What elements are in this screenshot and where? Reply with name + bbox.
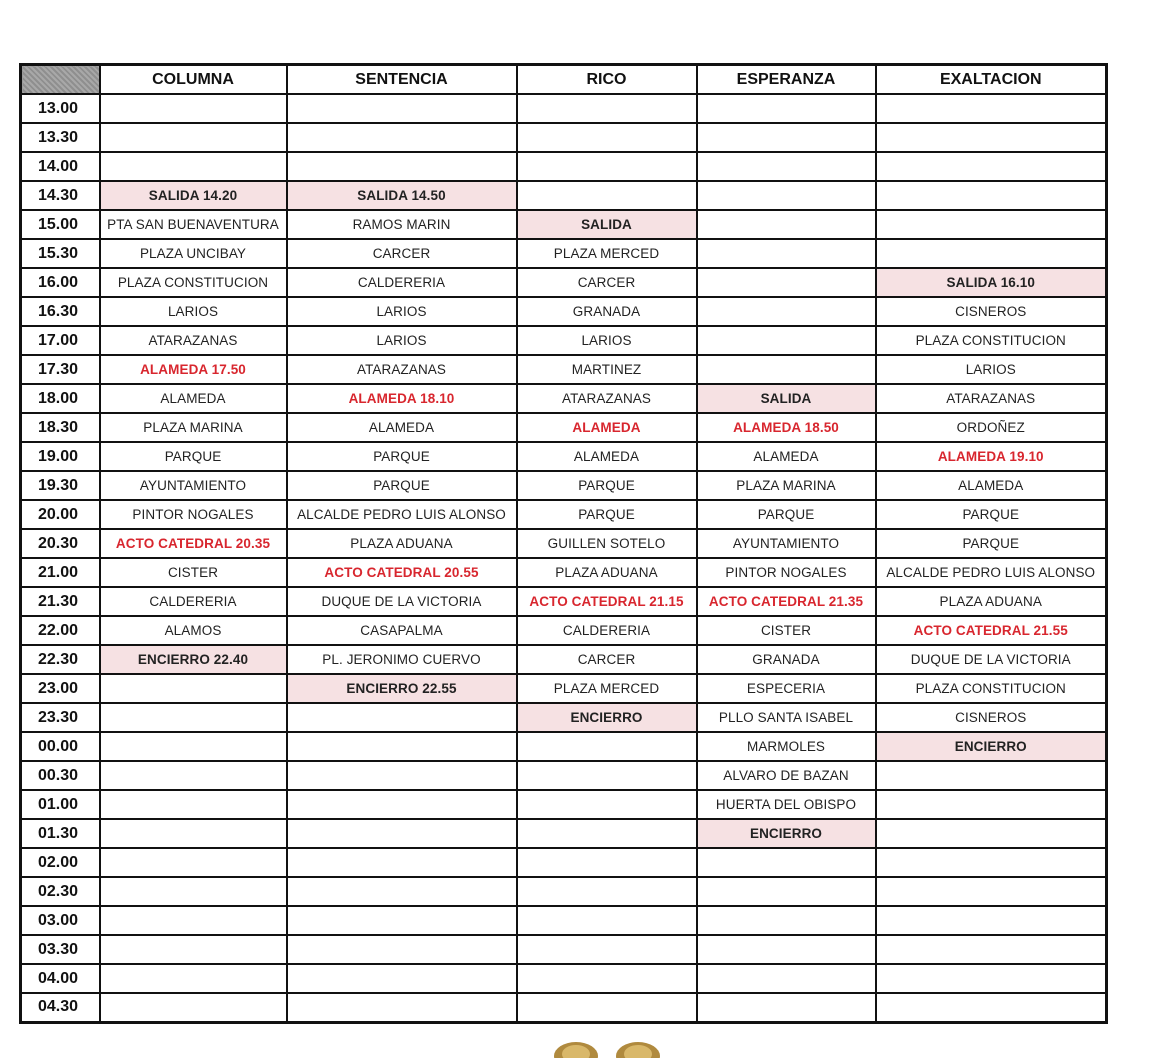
time-slot-label: 22.00 — [21, 616, 100, 645]
schedule-cell-exaltacion — [876, 935, 1107, 964]
schedule-cell-esperanza: GRANADA — [697, 645, 876, 674]
schedule-cell-rico — [517, 123, 697, 152]
schedule-cell-columna — [100, 761, 287, 790]
schedule-cell-sentencia — [287, 906, 517, 935]
schedule-cell-columna: CALDERERIA — [100, 587, 287, 616]
schedule-row — [21, 442, 1107, 471]
schedule-cell-columna: CISTER — [100, 558, 287, 587]
schedule-cell-rico — [517, 94, 697, 123]
schedule-cell-esperanza — [697, 94, 876, 123]
schedule-cell-columna: AYUNTAMIENTO — [100, 471, 287, 500]
schedule-cell-exaltacion — [876, 94, 1107, 123]
schedule-cell-esperanza — [697, 210, 876, 239]
time-slot-label: 18.30 — [21, 413, 100, 442]
schedule-cell-columna — [100, 935, 287, 964]
schedule-cell-esperanza: PLAZA MARINA — [697, 471, 876, 500]
schedule-cell-sentencia — [287, 703, 517, 732]
time-slot-label: 14.00 — [21, 152, 100, 181]
schedule-cell-exaltacion — [876, 877, 1107, 906]
schedule-row — [21, 94, 1107, 123]
schedule-row — [21, 181, 1107, 210]
schedule-cell-rico — [517, 790, 697, 819]
time-slot-label: 16.30 — [21, 297, 100, 326]
schedule-row — [21, 268, 1107, 297]
schedule-cell-sentencia: LARIOS — [287, 297, 517, 326]
schedule-cell-sentencia — [287, 935, 517, 964]
time-slot-label: 20.00 — [21, 500, 100, 529]
schedule-cell-esperanza: HUERTA DEL OBISPO — [697, 790, 876, 819]
schedule-row — [21, 326, 1107, 355]
schedule-row — [21, 384, 1107, 413]
schedule-cell-exaltacion — [876, 152, 1107, 181]
procession-schedule-table — [19, 63, 1108, 1024]
schedule-row — [21, 355, 1107, 384]
schedule-cell-exaltacion: ENCIERRO — [876, 732, 1107, 761]
schedule-cell-columna: PLAZA MARINA — [100, 413, 287, 442]
schedule-cell-sentencia — [287, 123, 517, 152]
schedule-cell-sentencia: PARQUE — [287, 442, 517, 471]
schedule-cell-columna — [100, 790, 287, 819]
time-slot-label: 00.30 — [21, 761, 100, 790]
schedule-cell-sentencia: ENCIERRO 22.55 — [287, 674, 517, 703]
schedule-cell-esperanza — [697, 297, 876, 326]
time-slot-label: 03.00 — [21, 906, 100, 935]
schedule-row — [21, 152, 1107, 181]
schedule-cell-esperanza — [697, 239, 876, 268]
schedule-row — [21, 471, 1107, 500]
schedule-cell-columna: PINTOR NOGALES — [100, 500, 287, 529]
time-slot-label: 02.30 — [21, 877, 100, 906]
time-slot-label: 23.30 — [21, 703, 100, 732]
schedule-cell-columna — [100, 152, 287, 181]
time-slot-label: 23.00 — [21, 674, 100, 703]
time-slot-label: 17.00 — [21, 326, 100, 355]
schedule-cell-rico — [517, 877, 697, 906]
schedule-cell-exaltacion — [876, 819, 1107, 848]
schedule-cell-exaltacion — [876, 964, 1107, 993]
time-slot-label: 01.30 — [21, 819, 100, 848]
schedule-row — [21, 935, 1107, 964]
time-slot-label: 19.30 — [21, 471, 100, 500]
schedule-cell-rico: PLAZA ADUANA — [517, 558, 697, 587]
schedule-cell-esperanza: PINTOR NOGALES — [697, 558, 876, 587]
schedule-cell-esperanza — [697, 993, 876, 1022]
schedule-cell-columna: ALAMEDA — [100, 384, 287, 413]
time-slot-label: 04.30 — [21, 993, 100, 1022]
schedule-cell-rico — [517, 181, 697, 210]
schedule-cell-rico — [517, 152, 697, 181]
schedule-cell-sentencia: ALAMEDA — [287, 413, 517, 442]
schedule-cell-sentencia: CALDERERIA — [287, 268, 517, 297]
schedule-cell-rico: PARQUE — [517, 500, 697, 529]
schedule-cell-exaltacion: ATARAZANAS — [876, 384, 1107, 413]
schedule-cell-columna — [100, 877, 287, 906]
schedule-cell-rico: CALDERERIA — [517, 616, 697, 645]
schedule-cell-columna: PTA SAN BUENAVENTURA — [100, 210, 287, 239]
time-slot-label: 02.00 — [21, 848, 100, 877]
schedule-cell-sentencia — [287, 152, 517, 181]
schedule-cell-esperanza: ESPECERIA — [697, 674, 876, 703]
schedule-cell-esperanza: AYUNTAMIENTO — [697, 529, 876, 558]
schedule-row — [21, 819, 1107, 848]
time-slot-label: 14.30 — [21, 181, 100, 210]
schedule-cell-esperanza: ACTO CATEDRAL 21.35 — [697, 587, 876, 616]
time-slot-label: 22.30 — [21, 645, 100, 674]
schedule-cell-esperanza — [697, 123, 876, 152]
schedule-row — [21, 761, 1107, 790]
schedule-row — [21, 587, 1107, 616]
schedule-cell-esperanza — [697, 355, 876, 384]
schedule-cell-rico — [517, 848, 697, 877]
schedule-cell-columna: PARQUE — [100, 442, 287, 471]
schedule-cell-columna: PLAZA UNCIBAY — [100, 239, 287, 268]
schedule-cell-columna — [100, 848, 287, 877]
time-slot-label: 15.00 — [21, 210, 100, 239]
schedule-cell-columna: ALAMOS — [100, 616, 287, 645]
schedule-row — [21, 674, 1107, 703]
schedule-cell-esperanza: PARQUE — [697, 500, 876, 529]
schedule-cell-esperanza: ALVARO DE BAZAN — [697, 761, 876, 790]
schedule-cell-rico: ATARAZANAS — [517, 384, 697, 413]
header-row — [21, 65, 1107, 95]
schedule-cell-exaltacion: LARIOS — [876, 355, 1107, 384]
time-slot-label: 15.30 — [21, 239, 100, 268]
schedule-cell-rico — [517, 993, 697, 1022]
schedule-cell-exaltacion — [876, 123, 1107, 152]
schedule-cell-esperanza — [697, 964, 876, 993]
schedule-cell-esperanza — [697, 326, 876, 355]
schedule-cell-columna: SALIDA 14.20 — [100, 181, 287, 210]
schedule-cell-sentencia — [287, 790, 517, 819]
column-header-exaltacion: EXALTACION — [876, 65, 1107, 95]
schedule-cell-rico: GUILLEN SOTELO — [517, 529, 697, 558]
schedule-cell-sentencia: LARIOS — [287, 326, 517, 355]
schedule-cell-esperanza — [697, 152, 876, 181]
schedule-row — [21, 848, 1107, 877]
schedule-cell-esperanza: CISTER — [697, 616, 876, 645]
decorative-ornament-image — [548, 1038, 666, 1058]
schedule-cell-exaltacion — [876, 790, 1107, 819]
schedule-cell-columna: ATARAZANAS — [100, 326, 287, 355]
time-slot-label: 20.30 — [21, 529, 100, 558]
schedule-row — [21, 297, 1107, 326]
schedule-row — [21, 500, 1107, 529]
schedule-row — [21, 732, 1107, 761]
schedule-cell-esperanza: ENCIERRO — [697, 819, 876, 848]
schedule-cell-rico: CARCER — [517, 268, 697, 297]
schedule-cell-esperanza — [697, 268, 876, 297]
schedule-cell-exaltacion: PLAZA CONSTITUCION — [876, 674, 1107, 703]
schedule-cell-exaltacion — [876, 210, 1107, 239]
schedule-cell-esperanza: ALAMEDA — [697, 442, 876, 471]
schedule-cell-sentencia: PLAZA ADUANA — [287, 529, 517, 558]
schedule-cell-columna — [100, 703, 287, 732]
column-header-sentencia: SENTENCIA — [287, 65, 517, 95]
schedule-row — [21, 906, 1107, 935]
schedule-cell-sentencia — [287, 848, 517, 877]
time-slot-label: 03.30 — [21, 935, 100, 964]
schedule-cell-esperanza — [697, 848, 876, 877]
schedule-row — [21, 239, 1107, 268]
schedule-row — [21, 964, 1107, 993]
header-corner-cell — [21, 65, 100, 95]
time-slot-label: 13.00 — [21, 94, 100, 123]
schedule-cell-sentencia: CASAPALMA — [287, 616, 517, 645]
time-slot-label: 18.00 — [21, 384, 100, 413]
schedule-cell-rico: MARTINEZ — [517, 355, 697, 384]
schedule-cell-exaltacion — [876, 239, 1107, 268]
schedule-cell-rico: ALAMEDA — [517, 413, 697, 442]
schedule-cell-rico: ACTO CATEDRAL 21.15 — [517, 587, 697, 616]
schedule-cell-columna — [100, 819, 287, 848]
schedule-row — [21, 790, 1107, 819]
schedule-cell-columna: LARIOS — [100, 297, 287, 326]
schedule-row — [21, 993, 1107, 1022]
time-slot-label: 19.00 — [21, 442, 100, 471]
schedule-cell-sentencia: RAMOS MARIN — [287, 210, 517, 239]
schedule-cell-rico — [517, 732, 697, 761]
schedule-cell-exaltacion: ALCALDE PEDRO LUIS ALONSO — [876, 558, 1107, 587]
schedule-cell-columna — [100, 906, 287, 935]
schedule-cell-sentencia — [287, 761, 517, 790]
schedule-cell-columna: PLAZA CONSTITUCION — [100, 268, 287, 297]
schedule-cell-columna: ENCIERRO 22.40 — [100, 645, 287, 674]
schedule-cell-rico — [517, 819, 697, 848]
schedule-cell-rico: PARQUE — [517, 471, 697, 500]
time-slot-label: 13.30 — [21, 123, 100, 152]
schedule-cell-esperanza: ALAMEDA 18.50 — [697, 413, 876, 442]
schedule-cell-rico: CARCER — [517, 645, 697, 674]
schedule-cell-sentencia: PARQUE — [287, 471, 517, 500]
schedule-cell-sentencia — [287, 993, 517, 1022]
schedule-cell-rico — [517, 935, 697, 964]
time-slot-label: 16.00 — [21, 268, 100, 297]
schedule-cell-exaltacion: PLAZA CONSTITUCION — [876, 326, 1107, 355]
schedule-row — [21, 210, 1107, 239]
schedule-cell-sentencia: CARCER — [287, 239, 517, 268]
schedule-cell-esperanza — [697, 935, 876, 964]
schedule-cell-rico: GRANADA — [517, 297, 697, 326]
schedule-cell-rico — [517, 906, 697, 935]
schedule-cell-sentencia — [287, 732, 517, 761]
schedule-cell-esperanza: PLLO SANTA ISABEL — [697, 703, 876, 732]
schedule-cell-exaltacion: CISNEROS — [876, 703, 1107, 732]
schedule-cell-exaltacion: CISNEROS — [876, 297, 1107, 326]
schedule-cell-sentencia: ATARAZANAS — [287, 355, 517, 384]
schedule-row — [21, 645, 1107, 674]
schedule-cell-sentencia: ALAMEDA 18.10 — [287, 384, 517, 413]
schedule-row — [21, 558, 1107, 587]
schedule-row — [21, 413, 1107, 442]
schedule-cell-sentencia: ALCALDE PEDRO LUIS ALONSO — [287, 500, 517, 529]
column-header-columna: COLUMNA — [100, 65, 287, 95]
schedule-cell-exaltacion — [876, 993, 1107, 1022]
schedule-cell-exaltacion: ORDOÑEZ — [876, 413, 1107, 442]
schedule-cell-sentencia — [287, 819, 517, 848]
time-slot-label: 00.00 — [21, 732, 100, 761]
schedule-cell-exaltacion: SALIDA 16.10 — [876, 268, 1107, 297]
schedule-cell-rico: SALIDA — [517, 210, 697, 239]
schedule-cell-columna — [100, 94, 287, 123]
column-header-rico: RICO — [517, 65, 697, 95]
schedule-cell-exaltacion: PARQUE — [876, 529, 1107, 558]
schedule-cell-rico — [517, 964, 697, 993]
time-slot-label: 04.00 — [21, 964, 100, 993]
schedule-cell-esperanza — [697, 906, 876, 935]
schedule-row — [21, 123, 1107, 152]
schedule-cell-exaltacion — [876, 906, 1107, 935]
schedule-cell-esperanza — [697, 181, 876, 210]
time-slot-label: 21.30 — [21, 587, 100, 616]
schedule-cell-exaltacion: ALAMEDA 19.10 — [876, 442, 1107, 471]
schedule-header — [21, 65, 1107, 95]
time-slot-label: 17.30 — [21, 355, 100, 384]
schedule-row — [21, 877, 1107, 906]
schedule-cell-sentencia: ACTO CATEDRAL 20.55 — [287, 558, 517, 587]
schedule-cell-esperanza — [697, 877, 876, 906]
schedule-cell-rico — [517, 761, 697, 790]
schedule-cell-rico: ENCIERRO — [517, 703, 697, 732]
schedule-row — [21, 616, 1107, 645]
schedule-cell-sentencia: DUQUE DE LA VICTORIA — [287, 587, 517, 616]
schedule-cell-columna — [100, 123, 287, 152]
schedule-cell-columna: ACTO CATEDRAL 20.35 — [100, 529, 287, 558]
schedule-cell-columna: ALAMEDA 17.50 — [100, 355, 287, 384]
time-slot-label: 01.00 — [21, 790, 100, 819]
schedule-cell-rico: LARIOS — [517, 326, 697, 355]
schedule-cell-columna — [100, 964, 287, 993]
schedule-body — [21, 94, 1107, 1022]
column-header-esperanza: ESPERANZA — [697, 65, 876, 95]
schedule-cell-rico: PLAZA MERCED — [517, 674, 697, 703]
schedule-cell-sentencia: PL. JERONIMO CUERVO — [287, 645, 517, 674]
schedule-cell-sentencia — [287, 964, 517, 993]
schedule-cell-exaltacion: ACTO CATEDRAL 21.55 — [876, 616, 1107, 645]
schedule-cell-exaltacion: PARQUE — [876, 500, 1107, 529]
schedule-cell-sentencia: SALIDA 14.50 — [287, 181, 517, 210]
schedule-cell-exaltacion: DUQUE DE LA VICTORIA — [876, 645, 1107, 674]
schedule-cell-esperanza: MARMOLES — [697, 732, 876, 761]
schedule-cell-sentencia — [287, 877, 517, 906]
schedule-cell-esperanza: SALIDA — [697, 384, 876, 413]
schedule-cell-columna — [100, 674, 287, 703]
schedule-row — [21, 529, 1107, 558]
schedule-cell-exaltacion — [876, 181, 1107, 210]
schedule-cell-rico: ALAMEDA — [517, 442, 697, 471]
schedule-cell-exaltacion: ALAMEDA — [876, 471, 1107, 500]
time-slot-label: 21.00 — [21, 558, 100, 587]
schedule-cell-columna — [100, 993, 287, 1022]
schedule-cell-sentencia — [287, 94, 517, 123]
schedule-row — [21, 703, 1107, 732]
schedule-cell-exaltacion — [876, 761, 1107, 790]
schedule-cell-columna — [100, 732, 287, 761]
schedule-cell-exaltacion — [876, 848, 1107, 877]
schedule-cell-exaltacion: PLAZA ADUANA — [876, 587, 1107, 616]
schedule-cell-rico: PLAZA MERCED — [517, 239, 697, 268]
